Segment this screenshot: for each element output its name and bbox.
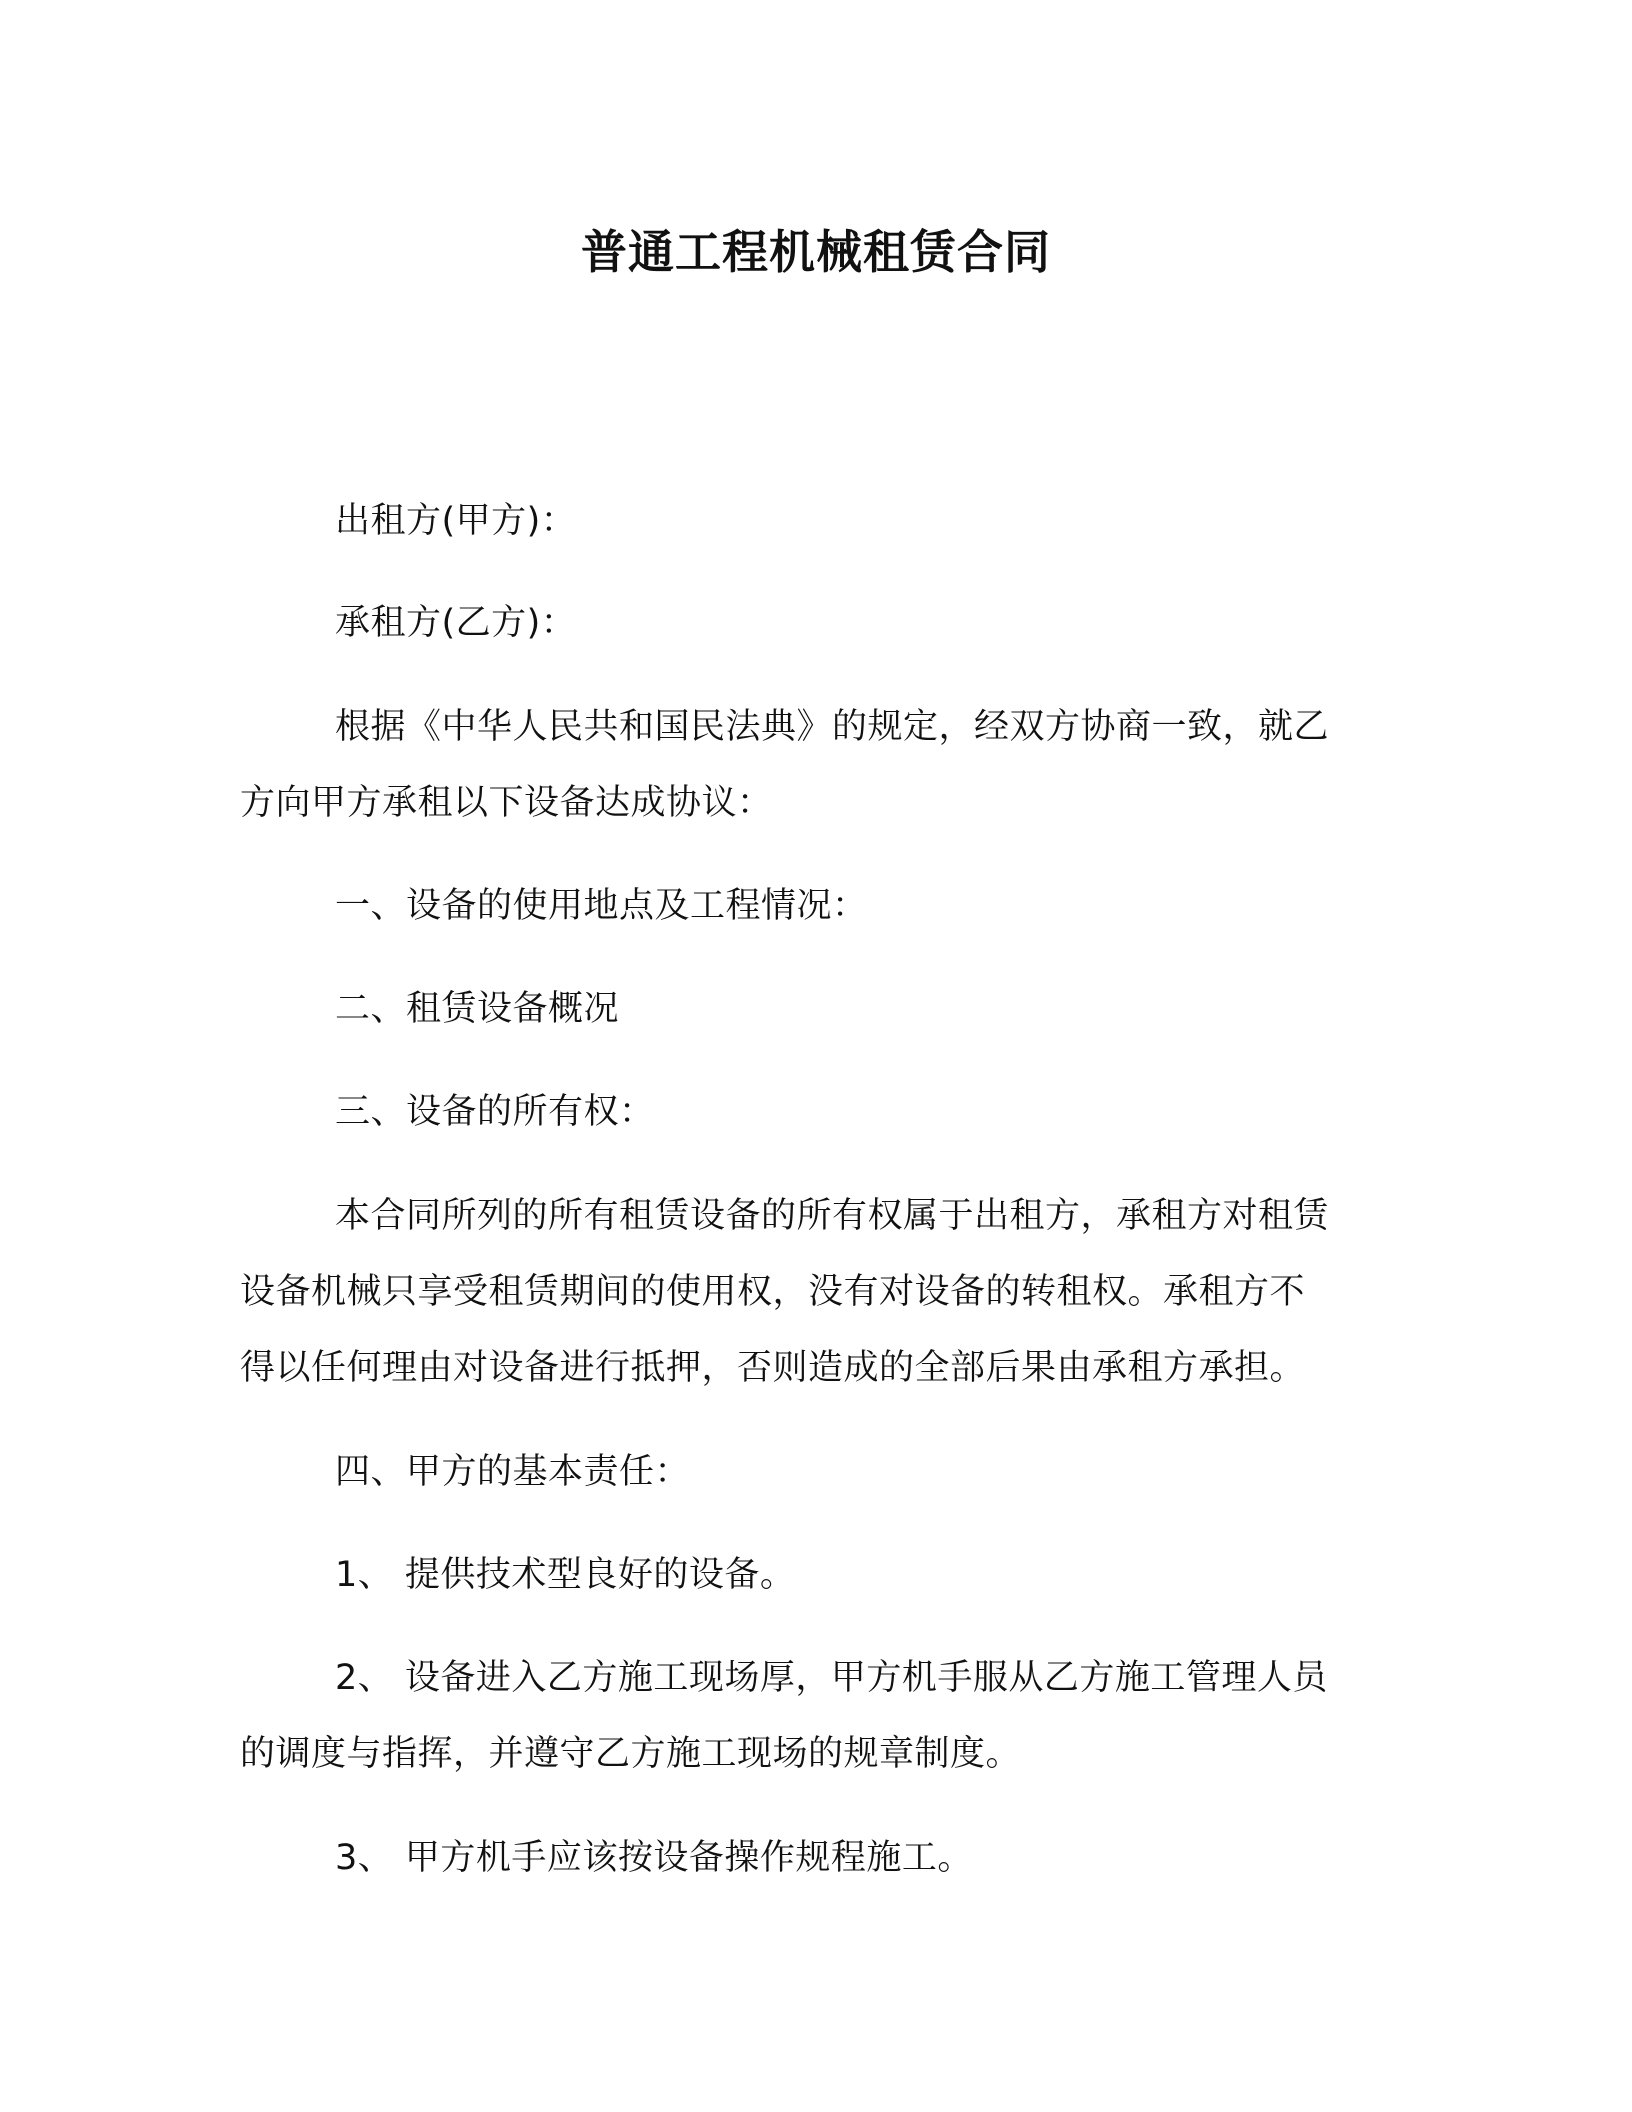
clause-2-line-2: 的调度与指挥，并遵守乙方施工现场的规章制度。 (240, 1734, 1022, 1774)
section-2-heading: 二、租赁设备概况 (335, 989, 620, 1029)
preamble-line-1: 根据《中华人民共和国民法典》的规定，经双方协商一致，就乙 (335, 707, 1330, 747)
document-title: 普通工程机械租赁合同 (581, 225, 1051, 279)
clause-1: 1、 提供技术型良好的设备。 (335, 1555, 796, 1595)
lessor-line: 出租方(甲方)： (335, 501, 577, 541)
ownership-paragraph-line-2: 设备机械只享受租赁期间的使用权，没有对设备的转租权。承租方不 (240, 1272, 1306, 1312)
preamble-line-2: 方向甲方承租以下设备达成协议： (240, 783, 773, 823)
section-4-heading: 四、甲方的基本责任： (335, 1452, 691, 1492)
lessee-line: 承租方(乙方)： (335, 603, 577, 643)
clause-3: 3、 甲方机手应该按设备操作规程施工。 (335, 1838, 973, 1878)
ownership-paragraph-line-3: 得以任何理由对设备进行抵押，否则造成的全部后果由承租方承担。 (240, 1348, 1306, 1388)
section-3-heading: 三、设备的所有权： (335, 1092, 655, 1132)
ownership-paragraph-line-1: 本合同所列的所有租赁设备的所有权属于出租方，承租方对租赁 (335, 1196, 1330, 1236)
section-1-heading: 一、设备的使用地点及工程情况： (335, 886, 868, 926)
clause-2-line-1: 2、 设备进入乙方施工现场厚，甲方机手服从乙方施工管理人员 (335, 1658, 1328, 1698)
